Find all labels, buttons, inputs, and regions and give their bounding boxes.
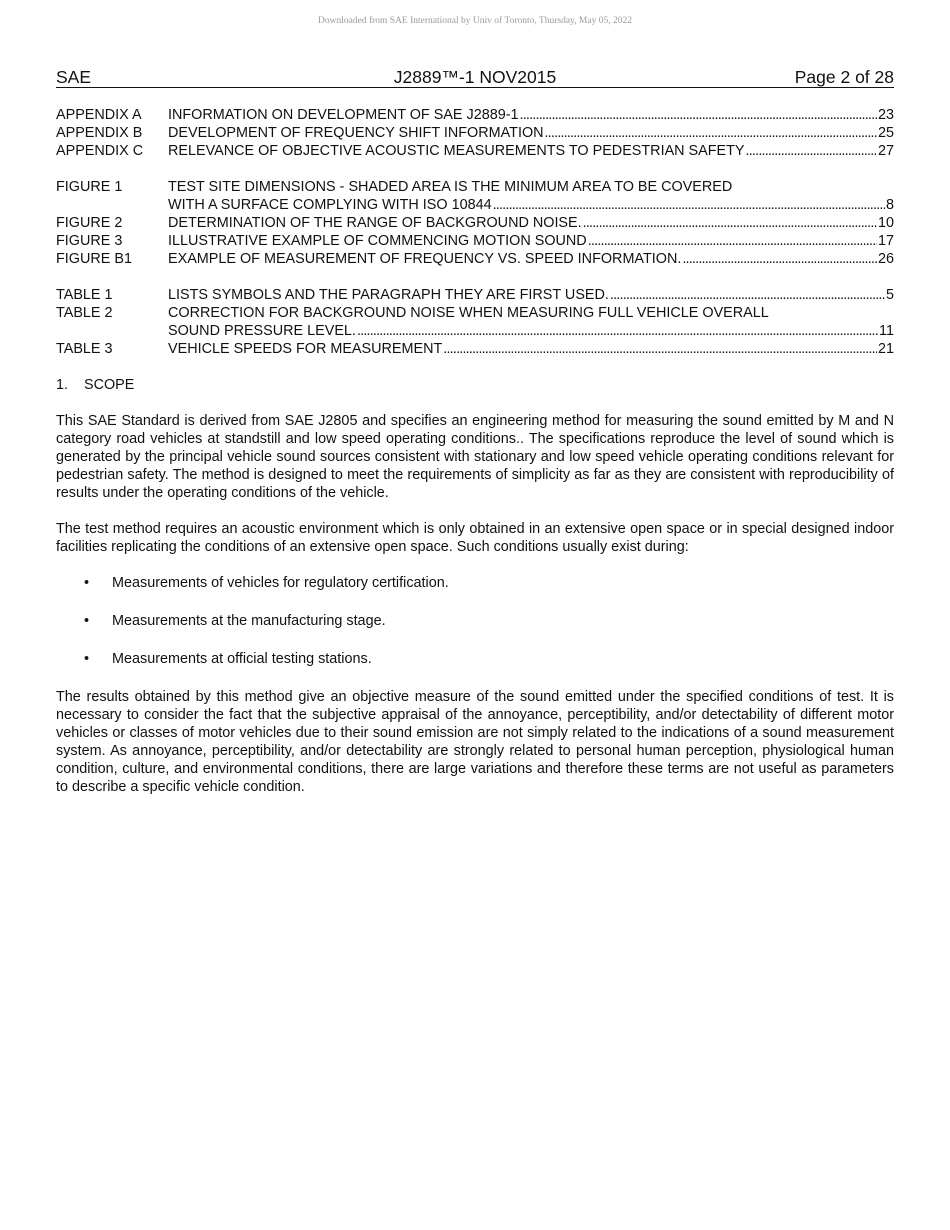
header-document-id: J2889™-1 NOV2015 (393, 67, 557, 87)
toc-entry-title: LISTS SYMBOLS AND THE PARAGRAPH THEY ARE FIRST USED. (168, 287, 609, 303)
bullet-icon: • (84, 651, 90, 667)
toc-entry-page: 11 (879, 323, 894, 339)
toc-entry-table-1[interactable] (56, 286, 894, 304)
toc-leader-dots (443, 340, 877, 358)
toc-entry-label: TABLE 1 (56, 287, 113, 303)
list-item-text: Measurements of vehicles for regulatory certification. (112, 575, 449, 591)
toc-entry-appendix-a[interactable] (56, 106, 894, 124)
toc-leader-dots (545, 124, 877, 142)
toc-leader-dots (493, 196, 885, 214)
header-organization: SAE (56, 67, 92, 87)
toc-leader-dots (682, 250, 877, 268)
list-item-text: Measurements at official testing stations. (112, 651, 372, 667)
toc-entry-label: APPENDIX A (56, 107, 142, 123)
bullet-icon: • (84, 613, 90, 629)
toc-leader-dots (583, 214, 877, 232)
toc-entry-label: APPENDIX C (56, 143, 144, 159)
bullet-icon: • (84, 575, 90, 591)
toc-entry-label: APPENDIX B (56, 125, 143, 141)
toc-entry-title-continued: SOUND PRESSURE LEVEL. (168, 323, 356, 339)
toc-entry-title: CORRECTION FOR BACKGROUND NOISE WHEN MEASURING FULL VEHICLE OVERALL (168, 305, 769, 321)
toc-entry-label: TABLE 2 (56, 305, 113, 321)
toc-entry-page: 8 (885, 197, 894, 213)
toc-entry-label: FIGURE 2 (56, 215, 123, 231)
toc-entry-page: 17 (877, 233, 894, 249)
header-page-number: Page 2 of 28 (794, 67, 894, 87)
toc-leader-dots (357, 322, 878, 340)
toc-entry-page: 27 (877, 143, 894, 159)
toc-entry-figure-b1[interactable] (56, 250, 894, 268)
page-content (56, 106, 894, 814)
section-heading-scope (56, 376, 894, 394)
toc-entry-page: 5 (885, 287, 894, 303)
scope-paragraph-1: This SAE Standard is derived from SAE J2805 and specifies an engineering method for measuring the sound emitted by M and N category road vehicles at standstill and low speed operating conditions.. The specifications reproduce the level of sound which is generated by the principal vehicle sound sources consistent with stationary and low speed vehicle operating conditions relevant for pedestrian safety. The method is designed to meet the requirements of simplicity as far as they are consistent with reproducibility of results under the operating conditions of the vehicle. (56, 413, 894, 501)
toc-entry-title: INFORMATION ON DEVELOPMENT OF SAE J2889-1 (168, 107, 519, 123)
toc-entry-figure-3[interactable] (56, 232, 894, 250)
conditions-list (56, 574, 894, 668)
toc-entry-title: VEHICLE SPEEDS FOR MEASUREMENT (168, 341, 443, 357)
toc-entry-page: 10 (877, 215, 894, 231)
toc-entry-figure-1[interactable] (56, 178, 894, 214)
toc-entry-title: TEST SITE DIMENSIONS - SHADED AREA IS THE MINIMUM AREA TO BE COVERED (168, 179, 733, 195)
toc-leader-dots (520, 106, 877, 124)
toc-entry-label: TABLE 3 (56, 341, 113, 357)
page-header (56, 67, 894, 88)
scope-paragraph-2: The test method requires an acoustic environment which is only obtained in an extensive open space or in special designed indoor facilities replicating the conditions of an extensive open space. Such conditions usually exist during: (56, 521, 894, 555)
toc-entry-page: 23 (877, 107, 894, 123)
toc-entry-table-3[interactable] (56, 340, 894, 358)
toc-entry-table-2[interactable] (56, 304, 894, 340)
list-item (56, 650, 894, 668)
toc-entry-title: DETERMINATION OF THE RANGE OF BACKGROUND NOISE. (168, 215, 582, 231)
download-watermark: Downloaded from SAE International by Univ of Toronto, Thursday, May 05, 2022 (318, 16, 632, 26)
scope-paragraph-3: The results obtained by this method give an objective measure of the sound emitted under the specified conditions of test. It is necessary to consider the fact that the subjective appraisal of the annoyance, perceptibility, and/or detectability of different motor vehicles or classes of motor vehicles due to their sound emission are not simply related to the indications of a sound measurement system. As annoyance, perceptibility, and/or detectability are strongly related to personal human perception, physiological human condition, culture, and environmental conditions, there are large variations and therefore these terms are not useful as parameters to describe a specific vehicle condition. (56, 689, 894, 795)
toc-entry-label: FIGURE 1 (56, 179, 123, 195)
toc-leader-dots (746, 142, 877, 160)
toc-entry-title-continued: WITH A SURFACE COMPLYING WITH ISO 10844 (168, 197, 492, 213)
section-number: 1. (56, 377, 69, 393)
toc-entry-label: FIGURE B1 (56, 251, 132, 267)
toc-tables (56, 286, 894, 358)
toc-entry-page: 25 (877, 125, 894, 141)
toc-entry-figure-2[interactable] (56, 214, 894, 232)
toc-leader-dots (610, 286, 885, 304)
toc-appendices (56, 106, 894, 160)
toc-entry-appendix-c[interactable] (56, 142, 894, 160)
toc-figures (56, 178, 894, 268)
toc-leader-dots (588, 232, 877, 250)
list-item-text: Measurements at the manufacturing stage. (112, 613, 386, 629)
list-item (56, 574, 894, 592)
toc-entry-title: ILLUSTRATIVE EXAMPLE OF COMMENCING MOTION SOUND (168, 233, 587, 249)
toc-entry-page: 26 (877, 251, 894, 267)
toc-entry-appendix-b[interactable] (56, 124, 894, 142)
toc-entry-page: 21 (877, 341, 894, 357)
toc-entry-label: FIGURE 3 (56, 233, 123, 249)
toc-entry-title: RELEVANCE OF OBJECTIVE ACOUSTIC MEASUREMENTS TO PEDESTRIAN SAFETY (168, 143, 745, 159)
toc-entry-title: DEVELOPMENT OF FREQUENCY SHIFT INFORMATION (168, 125, 544, 141)
toc-entry-title: EXAMPLE OF MEASUREMENT OF FREQUENCY VS. SPEED INFORMATION. (168, 251, 682, 267)
section-title: SCOPE (84, 377, 135, 393)
list-item (56, 612, 894, 630)
